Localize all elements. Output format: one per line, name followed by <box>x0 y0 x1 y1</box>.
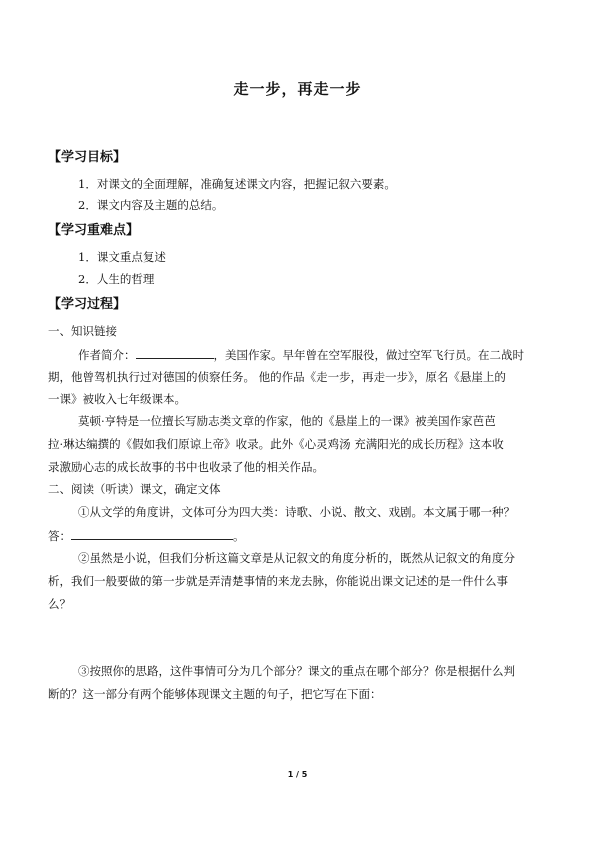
page-number: 1 / 5 <box>287 770 308 779</box>
process-heading: 【学习过程】 <box>48 297 127 312</box>
answer-blank[interactable] <box>71 527 233 540</box>
paragraph-line: 莫顿·亨特是一位擅长写励志类文章的作家，他的《悬崖上的一课》被美国作家芭芭 <box>78 414 496 428</box>
part2-heading: 二、阅读（听读）课文，确定文体 <box>48 482 221 496</box>
goal-item: 1．对课文的全面理解，准确复述课文内容，把握记叙六要素。 <box>78 177 396 191</box>
question-line: ③按照你的思路，这件事情可分为几个部分？课文的重点在哪个部分？你是根据什么判 <box>78 664 515 678</box>
question-line: 么？ <box>48 597 71 611</box>
goals-heading: 【学习目标】 <box>48 150 127 165</box>
question-line: ②虽然是小说，但我们分析这篇文章是从记叙文的角度分析的，既然从记叙文的角度分 <box>78 551 515 565</box>
author-name-blank[interactable] <box>136 346 214 359</box>
question-line: 析，我们一般要做的第一步就是弄清楚事情的来龙去脉，你能说出课文记述的是一件什么事 <box>48 574 508 588</box>
question-line: ①从文学的角度讲，文体可分为四大类：诗歌、小说、散文、戏剧。本文属于哪一种？ <box>78 505 515 519</box>
question-line: 断的？这一部分有两个能够体现课文主题的句子，把它写在下面： <box>48 687 382 701</box>
paragraph-line: 一课》被收入七年级课本。 <box>48 392 186 406</box>
part1-heading: 一、知识链接 <box>48 324 117 338</box>
difficulty-item: 2．人生的哲理 <box>78 272 155 286</box>
difficulty-item: 1．课文重点复述 <box>78 250 166 264</box>
paragraph-line: 拉·琳达编撰的《假如我们原谅上帝》收录。此外《心灵鸡汤 充满阳光的成长历程》这本收 <box>48 437 504 451</box>
answer-suffix: 。 <box>233 529 245 543</box>
author-intro-rest: ，美国作家。早年曾在空军服役，做过空军飞行员。在二战时 <box>213 348 524 362</box>
answer-prefix: 答： <box>48 529 71 543</box>
goal-item: 2．课文内容及主题的总结。 <box>78 198 224 212</box>
paragraph-line: 期，他曾驾机执行过对德国的侦察任务。 他的作品《走一步，再走一步》，原名《悬崖上的 <box>48 370 506 384</box>
author-intro-prefix: 作者简介： <box>78 348 136 362</box>
author-intro-line <box>78 346 524 363</box>
difficulties-heading: 【学习重难点】 <box>48 223 140 238</box>
paragraph-line: 录激励心志的成长故事的书中也收录了他的相关作品。 <box>48 460 324 474</box>
answer-line <box>48 527 245 544</box>
document-title: 走一步，再走一步 <box>233 80 362 98</box>
